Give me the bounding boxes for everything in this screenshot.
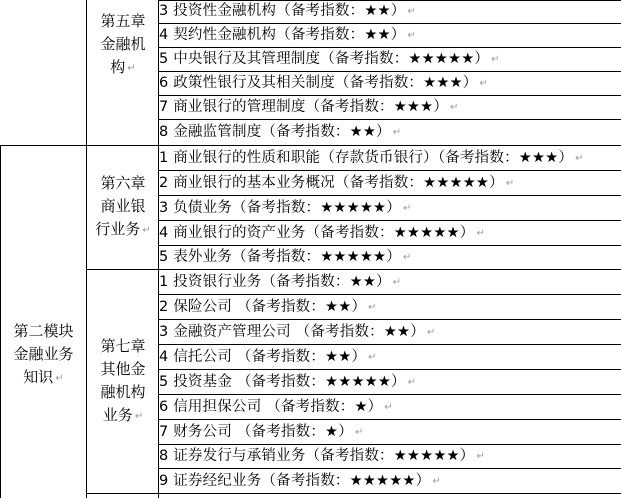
row-divider [86,493,621,494]
chapter-divider [86,269,621,270]
module-title-line: 金融业务 [13,345,74,363]
paragraph-mark: ↵ [575,153,584,164]
paragraph-mark: ↵ [392,277,402,288]
syllabus-item: 1 投资银行业务（备考指数：★★） ↵ [159,274,402,290]
syllabus-item: 7 财务公司 （备考指数：★） ↵ [159,424,364,440]
syllabus-item: 5 中央银行及其管理制度（备考指数：★★★★★） ↵ [159,51,500,67]
row-divider [158,319,621,320]
paragraph-mark: ↵ [127,63,136,74]
paragraph-mark: ↵ [432,476,441,487]
row-divider [158,294,621,295]
paragraph-mark: ↵ [402,203,412,214]
row-divider [158,119,621,120]
syllabus-item: 2 保险公司 （备考指数：★★） ↵ [159,299,377,315]
paragraph-mark: ↵ [354,427,364,438]
syllabus-item: 4 契约性金融机构（备考指数：★★） ↵ [159,27,417,43]
row-divider [158,419,621,420]
chapter-title-line: 融机构 [100,383,146,401]
syllabus-item: 3 负债业务（备考指数：★★★★★） ↵ [159,200,412,216]
chapter-divider [0,145,621,146]
paragraph-mark: ↵ [368,302,377,313]
row-divider [158,344,621,345]
row-divider [158,220,621,221]
syllabus-item: 8 金融监管制度（备考指数：★★） ↵ [159,124,402,140]
row-divider [158,468,621,469]
chapter-title-line: 商业银 [100,197,146,215]
syllabus-item: 6 政策性银行及其相关制度（备考指数：★★★） ↵ [159,75,489,91]
paragraph-mark: ↵ [392,127,402,138]
row-divider [158,195,621,196]
chapter-title-line: 构 ↵ [110,58,136,76]
paragraph-mark: ↵ [476,451,486,462]
module-title [0,320,87,390]
paragraph-mark: ↵ [450,102,459,113]
paragraph-mark: ↵ [407,6,417,17]
syllabus-item: 7 商业银行的管理制度（备考指数：★★★） ↵ [159,99,459,115]
paragraph-mark: ↵ [368,352,377,363]
chapter-title-line: 行业务 ↵ [95,220,151,238]
chapter-title-line: 其他金 [100,360,146,378]
syllabus-item: 1 商业银行的性质和职能（存款货币银行）（备考指数：★★★） ↵ [159,150,584,166]
paragraph-mark: ↵ [426,327,436,338]
row-divider [158,394,621,395]
chapter-title-5 [87,10,159,80]
syllabus-item: 3 投资性金融机构（备考指数：★★） ↵ [159,3,417,19]
chapter-title-6 [87,172,159,242]
syllabus-item: 4 信托公司 （备考指数：★★） ↵ [159,349,377,365]
paragraph-mark: ↵ [384,402,393,413]
syllabus-item: 8 证券发行与承销业务（备考指数：★★★★★） ↵ [159,448,486,464]
row-divider [158,369,621,370]
paragraph-mark: ↵ [476,228,486,239]
paragraph-mark: ↵ [491,54,500,65]
paragraph-mark: ↵ [479,78,489,89]
paragraph-mark: ↵ [142,225,151,236]
syllabus-item: 4 商业银行的资产业务（备考指数：★★★★★） ↵ [159,225,486,241]
row-divider [158,170,621,171]
paragraph-mark: ↵ [505,178,515,189]
syllabus-item: 2 商业银行的基本业务概况（备考指数：★★★★★） ↵ [159,175,515,191]
module-title-line: 知识 ↵ [23,368,64,386]
chapter-title-line: 第六章 [100,174,146,192]
chapter-title-line: 金融机 [100,35,146,53]
chapter-title-line: 第五章 [100,12,146,30]
syllabus-item: 6 信用担保公司 （备考指数：★） ↵ [159,399,393,415]
chapter-title-line: 第七章 [100,337,146,355]
chapter-title-line: 业务 ↵ [102,406,144,424]
paragraph-mark: ↵ [402,252,412,263]
paragraph-mark: ↵ [55,373,64,384]
module-title-line: 第二模块 [13,322,74,340]
paragraph-mark: ↵ [407,377,417,388]
chapter-title-7 [87,335,159,428]
syllabus-item: 9 证券经纪业务（备考指数：★★★★★） ↵ [159,473,441,489]
syllabus-item: 3 金融资产管理公司 （备考指数：★★） ↵ [159,324,436,340]
paragraph-mark: ↵ [134,411,144,422]
syllabus-item: 5 表外业务（备考指数：★★★★★） ↵ [159,249,412,265]
paragraph-mark: ↵ [407,30,417,41]
syllabus-item: 5 投资基金 （备考指数：★★★★★） ↵ [159,374,417,390]
